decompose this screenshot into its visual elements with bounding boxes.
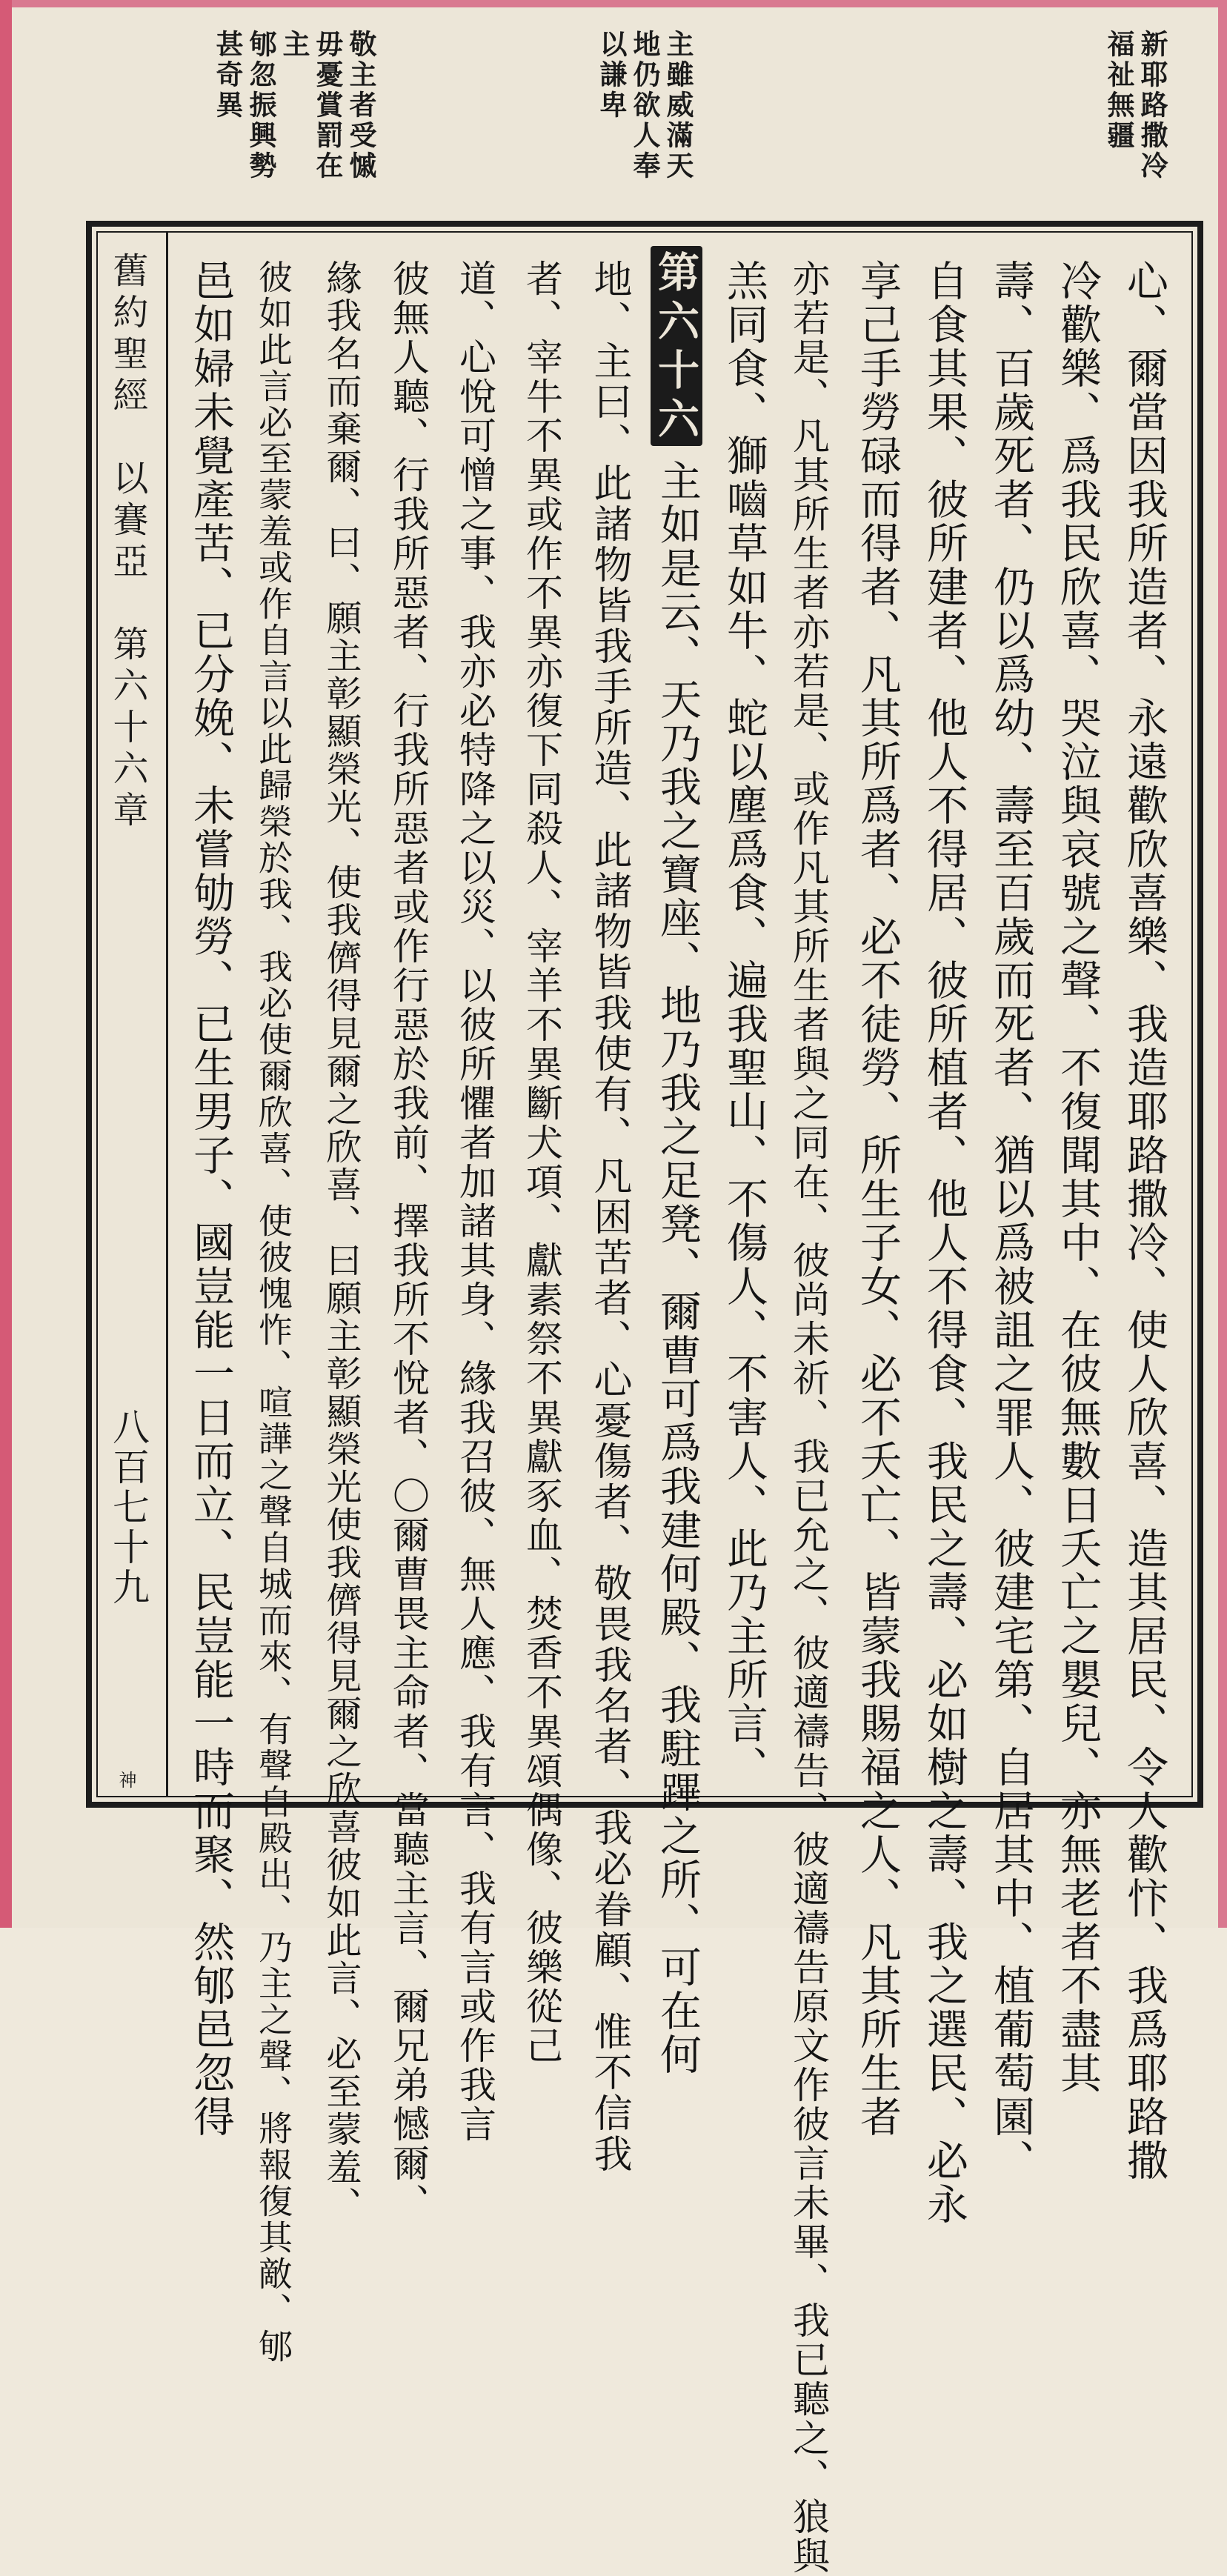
headnote-4: 地仍欲人奉 (628, 30, 661, 182)
margin-divider (166, 231, 168, 1797)
headnote-5: 以謙卑 (595, 30, 628, 121)
book-page (12, 7, 1218, 2576)
page-edge-top (0, 0, 1227, 7)
text-column-1: 心、爾當因我所造者、永遠歡欣喜樂、我造耶路撒冷、使人欣喜、造其居民、令人歡忭、我爲耶路撒 (1120, 259, 1168, 2183)
text-column-15: 邑如婦未覺產苦、已分娩、未嘗劬勞、已生男子、國豈能一日而立、民豈能一時而聚、然郇邑忽得 (187, 259, 235, 2139)
headnote-9: 郇忽振興勢 (245, 30, 277, 182)
text-column-6: 亦若是、凡其所生者亦若是、或作凡其所生者與之同在、彼尚未祈、我已允之、彼適禱告、彼適禱告原文作彼言未畢、我已聽之、狼與 (787, 259, 830, 2576)
headnote-7: 毋憂賞罰在 (311, 30, 344, 182)
text-column-8: 主如是云、天乃我之寶座、地乃我之足凳、爾曹可爲我建何殿、我駐蹕之所、可在何 (654, 459, 702, 2077)
headnote-8: 主 (278, 30, 310, 60)
text-column-13: 緣我名而棄爾、曰、願主彰顯榮光、使我儕得見爾之欣喜、曰願主彰顯榮光使我儕得見爾之欣喜彼如此言、必至蒙羞、 (320, 259, 362, 2224)
running-title: 舊約聖經 以賽亞 第六十六章 (107, 252, 148, 833)
footer-mark: 神 (116, 1771, 136, 1788)
text-column-2: 冷歡樂、爲我民欣喜、哭泣與哀號之聲、不復聞其中、在彼無數日夭亡之嬰兒、亦無老者不盡其 (1054, 259, 1102, 2095)
headnote-2: 福祉無疆 (1103, 30, 1135, 151)
text-column-12: 彼無人聽、行我所惡者、行我所惡者或作行惡於我前、擇我所不悅者、〇爾曹畏主命者、當聽主言、爾兄弟憾爾、 (387, 259, 430, 2223)
text-column-4: 自食其果、彼所建者、他人不得居、彼所植者、他人不得食、我民之壽、必如樹之壽、我之選民、必永 (920, 259, 968, 2226)
page-edge-left (0, 0, 12, 1928)
headnote-1: 新耶路撒冷 (1136, 30, 1168, 182)
page-edge-right (1218, 0, 1227, 1928)
text-column-7: 羔同食、獅嚙草如牛、蛇以塵爲食、遍我聖山、不傷人、不害人、此乃主所言、 (720, 259, 768, 1789)
text-column-9: 地、主曰、此諸物皆我手所造、此諸物皆我使有、凡困苦者、心憂傷者、敬畏我名者、我必眷顧、惟不信我 (587, 259, 631, 2174)
chapter-heading: 第六十六章 (651, 250, 700, 495)
text-column-14: 彼如此言必至蒙羞或作自言以此歸榮於我、我必使爾欣喜、使彼愧怍、喧譁之聲自城而來、有聲自殿出、乃主之聲、將報復其敵、郇 (253, 259, 293, 2365)
text-column-11: 道、心悅可憎之事、我亦必特降之以災、以彼所懼者加諸其身、緣我召彼、無人應、我有言、我有言或作我言 (453, 259, 496, 2144)
headnote-3: 主雖威滿天 (662, 30, 694, 182)
text-column-10: 者、宰牛不異或作不異亦復下同殺人、宰羊不異斷犬項、獻素祭不異獻豕血、焚香不異頌偶像、彼樂從己 (520, 259, 563, 2066)
headnote-6: 敬主者受慽 (345, 30, 377, 182)
headnote-10: 甚奇異 (211, 30, 244, 121)
text-column-3: 壽、百歲死者、仍以爲幼、壽至百歲而死者、猶以爲被詛之罪人、彼建宅第、自居其中、植葡萄園、 (987, 259, 1035, 2183)
text-column-5: 享己手勞碌而得者、凡其所爲者、必不徒勞、所生子女、必不夭亡、皆蒙我賜福之人、凡其所生者 (854, 259, 902, 2139)
page-number: 八百七十九 (107, 1408, 150, 1608)
